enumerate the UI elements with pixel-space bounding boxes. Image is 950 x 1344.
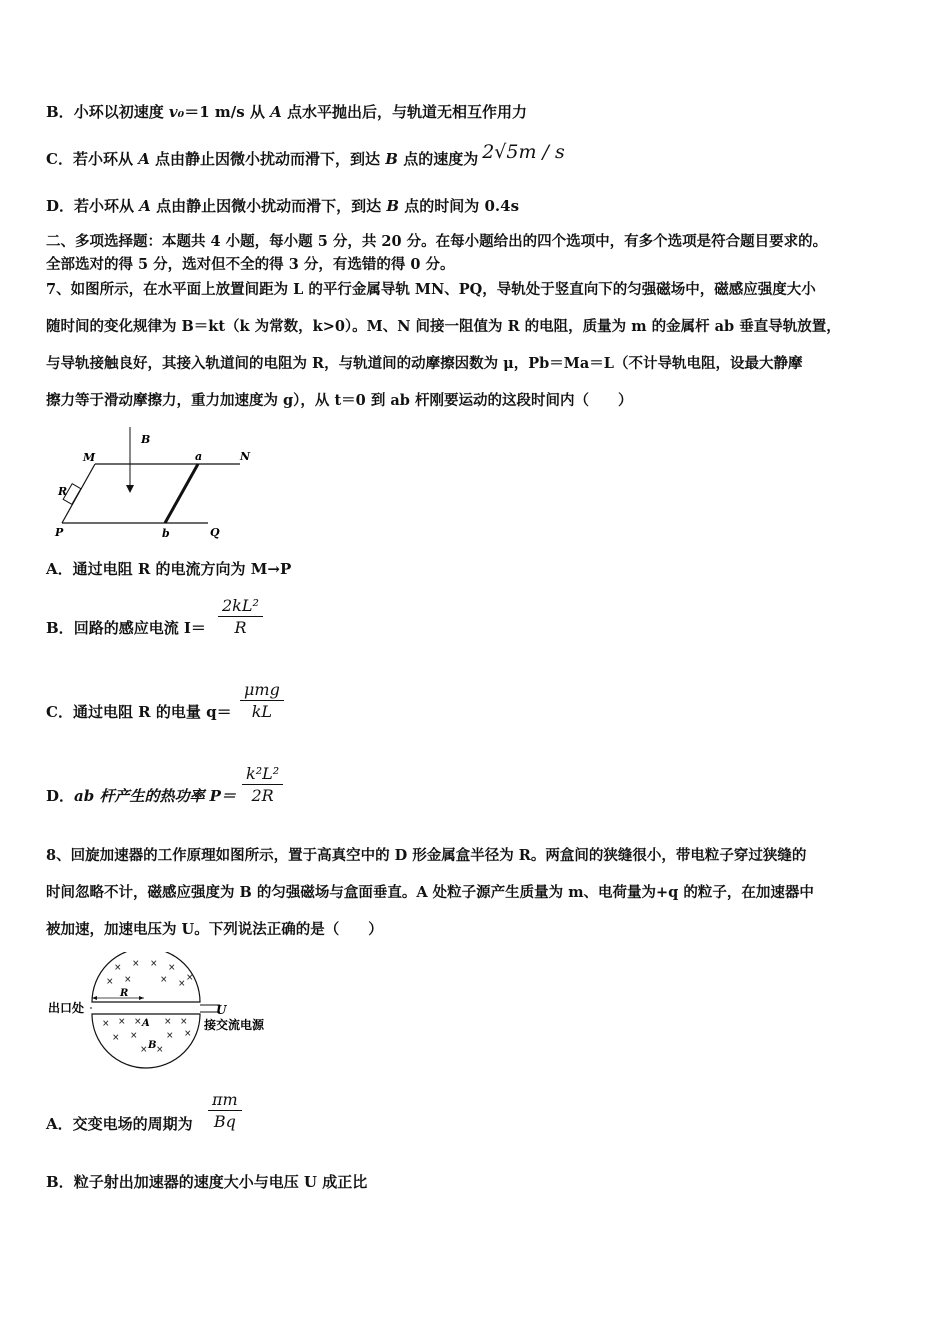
cross-mark: × <box>134 1017 142 1027</box>
option-d-prev <box>46 196 519 216</box>
cross-mark: × <box>164 1017 172 1027</box>
option-label: C． <box>46 703 73 721</box>
q7-b-fraction <box>218 596 263 639</box>
label-exit: 出口处 <box>48 1001 85 1015</box>
label-m: M <box>83 451 96 464</box>
cross-mark: × <box>180 1017 188 1027</box>
q8-option-b[interactable] <box>46 1172 367 1192</box>
rod-ab <box>165 464 198 523</box>
option-text: ＝1 m/s 从 <box>184 103 271 121</box>
question-line: 7、如图所示，在水平面上放置间距为 L 的平行金属导轨 MN、PQ，导轨处于竖直向下的匀强磁场中，磁感应强度大小 <box>46 281 816 298</box>
label-a: a <box>195 450 203 463</box>
cross-mark: × <box>150 959 158 969</box>
denominator: Bq <box>213 1112 236 1131</box>
cross-mark: × <box>178 979 186 989</box>
label-ac-source: 接交流电源 <box>204 1018 265 1032</box>
question-7-stem <box>46 271 906 419</box>
q8-option-a[interactable] <box>46 1114 193 1134</box>
question-line: 时间忽略不计，磁感应强度为 B 的匀强磁场与盒面垂直。A 处粒子源产生质量为 m、电荷量为+q 的粒子，在加速器中 <box>46 884 814 901</box>
radius-arrow-right <box>139 996 144 1000</box>
option-label: B． <box>46 1173 74 1191</box>
var-a: A <box>138 150 150 168</box>
option-label: D． <box>46 197 75 215</box>
label-u: U <box>216 1003 227 1017</box>
denominator: R <box>234 618 247 637</box>
cross-mark: × <box>160 975 168 985</box>
cross-mark: × <box>166 1031 174 1041</box>
label-p: P <box>55 526 64 539</box>
option-text: 回路的感应电流 I＝ <box>73 619 206 637</box>
cross-mark: × <box>130 1031 138 1041</box>
section-2-line: 二、多项选择题：本题共 4 小题，每小题 5 分，共 20 分。在每小题给出的四个选项中，有多个选项是符合题目要求的。 <box>46 233 828 250</box>
option-text: 点水平抛出后，与轨道无相互作用力 <box>281 103 527 121</box>
question-line: 擦力等于滑动摩擦力，重力加速度为 g），从 t＝0 到 ab 杆刚要运动的这段时间内（ ） <box>46 392 633 409</box>
var-v0: v₀ <box>168 103 185 121</box>
question-line: 随时间的变化规律为 B＝kt（k 为常数，k>0）。M、N 间接一阻值为 R 的电阻，质量为 m 的金属杆 ab 垂直导轨放置， <box>46 318 841 335</box>
label-b-field: B <box>141 433 151 446</box>
option-text: 通过电阻 R 的电量 q＝ <box>72 703 232 721</box>
var-a: A <box>139 197 151 215</box>
option-text: 点的时间为 0.4s <box>399 197 520 215</box>
option-label: D． <box>46 787 75 805</box>
cross-mark: × <box>102 1019 110 1029</box>
label-r: R <box>120 988 129 999</box>
label-r: R <box>58 485 68 498</box>
option-label: A． <box>46 1115 73 1133</box>
q7-option-b[interactable] <box>46 618 206 638</box>
option-text: ab 杆产生的热功率 P＝ <box>74 787 236 805</box>
cross-mark: × <box>186 973 194 983</box>
cross-mark: × <box>132 959 140 969</box>
var-a: A <box>270 103 282 121</box>
numerator: k²L² <box>246 764 280 783</box>
cross-mark: × <box>112 1033 120 1043</box>
section-2-header <box>46 230 906 276</box>
label-b-rod: b <box>162 527 170 540</box>
cross-mark: × <box>106 977 114 987</box>
denominator: 2R <box>251 786 274 805</box>
question-line: 8、回旋加速器的工作原理如图所示，置于高真空中的 D 形金属盒半径为 R。两盒间的狭缝很小，带电粒子穿过狭缝的 <box>46 847 807 864</box>
denominator: kL <box>251 702 273 721</box>
q7-option-c[interactable] <box>46 702 232 722</box>
cross-mark: × <box>184 1029 192 1039</box>
question-line: 与导轨接触良好，其接入轨道间的电阻为 R，与轨道间的动摩擦因数为 μ，Pb＝Ma＝L（不计导轨电阻，设最大静摩 <box>46 355 803 372</box>
label-n: N <box>240 450 251 463</box>
option-text: 若小环从 <box>74 197 140 215</box>
option-text: 粒子射出加速器的速度大小与电压 U 成正比 <box>73 1173 368 1191</box>
option-label: B． <box>46 103 74 121</box>
q7-option-d[interactable] <box>46 786 236 806</box>
q7-option-a[interactable] <box>46 559 291 579</box>
question-line: 被加速，加速电压为 U。下列说法正确的是（ ） <box>46 921 383 938</box>
numerator: πm <box>212 1090 238 1109</box>
numerator: 2kL² <box>222 596 259 615</box>
cyclotron-diagram <box>44 952 284 1072</box>
label-q: Q <box>210 526 220 539</box>
label-b: B <box>148 1040 157 1051</box>
arrow-head <box>126 485 134 493</box>
cross-mark: × <box>124 975 132 985</box>
var-b: B <box>386 197 400 215</box>
question-8-stem <box>46 837 906 948</box>
speed-formula: 2√5m / s <box>482 141 565 163</box>
option-label: B． <box>46 619 74 637</box>
option-text: 交变电场的周期为 <box>72 1115 193 1133</box>
rails-diagram <box>50 425 260 545</box>
option-text: 若小环从 <box>72 150 139 168</box>
q7-d-fraction <box>242 764 283 807</box>
label-a: A <box>142 1018 150 1029</box>
option-label: C． <box>46 150 73 168</box>
cross-mark: × <box>156 1045 164 1055</box>
option-text: 点由静止因微小扰动而滑下，到达 <box>149 150 386 168</box>
option-c-prev <box>46 141 565 169</box>
option-text: 通过电阻 R 的电流方向为 M→P <box>72 560 292 578</box>
q8-a-fraction <box>208 1090 242 1133</box>
cross-mark: × <box>114 963 122 973</box>
option-text: 点由静止因微小扰动而滑下，到达 <box>150 197 387 215</box>
option-label: A． <box>46 560 73 578</box>
cross-mark: × <box>140 1045 148 1055</box>
option-b-prev <box>46 102 527 122</box>
numerator: μmg <box>244 680 280 699</box>
section-2-line: 全部选对的得 5 分，选对但不全的得 3 分，有选错的得 0 分。 <box>46 256 455 273</box>
cross-mark: × <box>118 1017 126 1027</box>
cross-mark: × <box>168 963 176 973</box>
option-text: 小环以初速度 <box>73 103 169 121</box>
q7-c-fraction <box>240 680 284 723</box>
var-b: B <box>385 150 398 168</box>
option-text: 点的速度为 <box>397 150 479 168</box>
